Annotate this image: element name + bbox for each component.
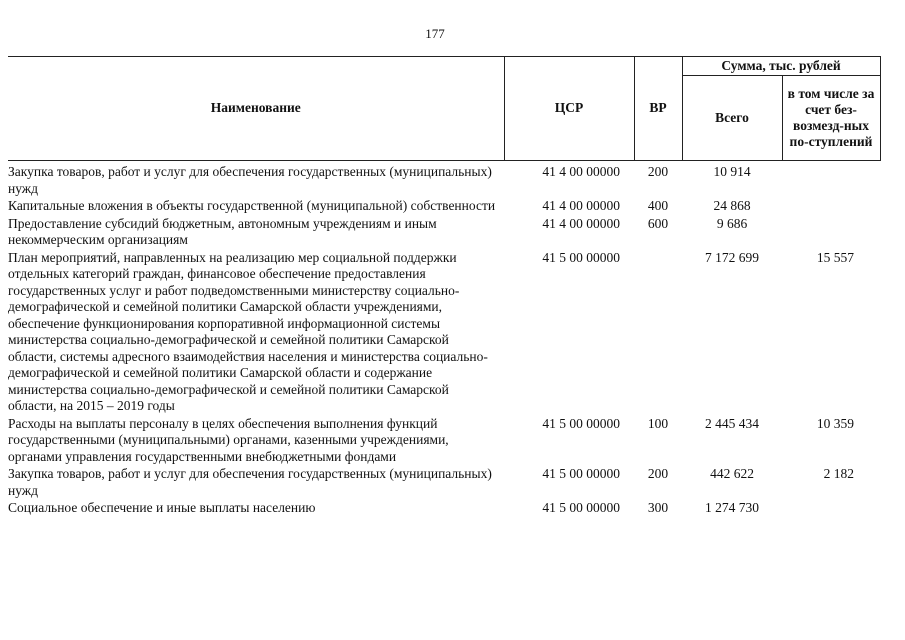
- table-row: [8, 216, 880, 250]
- header-total: Всего: [682, 76, 782, 161]
- cell-free: 2 182: [823, 466, 855, 481]
- page-number: 177: [425, 26, 445, 41]
- header-vr: ВР: [634, 57, 682, 161]
- cell-vr: 600: [647, 215, 669, 231]
- cell-free: 10 359: [816, 415, 855, 431]
- cell-total: 2 445 434: [705, 415, 759, 431]
- cell-name: Закупка товаров, работ и услуг для обеспечения государственных (муниципальных) нужд: [8, 466, 492, 498]
- table-row: [8, 198, 880, 216]
- cell-name: Расходы на выплаты персоналу в целях обеспечения выполнения функций государственными (муниципальными) органами, казенными учреждениями, органами управления государственными внебюджетными фондами: [8, 415, 449, 464]
- cell-vr: 200: [647, 164, 669, 179]
- cell-csr: 41 4 00 00000: [542, 215, 620, 231]
- cell-vr: 100: [647, 415, 669, 431]
- table-row: [8, 416, 880, 467]
- budget-table: [8, 56, 881, 518]
- cell-name: Предоставление субсидий бюджетным, автономным учреждениям и иным некоммерческим организациям: [8, 215, 437, 247]
- table-header: [8, 57, 880, 161]
- cell-csr: 41 5 00 00000: [542, 415, 620, 431]
- cell-name: Закупка товаров, работ и услуг для обеспечения государственных (муниципальных) нужд: [8, 164, 492, 196]
- table-row: [8, 250, 880, 416]
- cell-total: 9 686: [716, 215, 748, 231]
- table-row: [8, 500, 880, 518]
- cell-csr: 41 4 00 00000: [542, 198, 620, 213]
- table-body: [8, 161, 880, 518]
- cell-csr: 41 5 00 00000: [542, 500, 620, 515]
- cell-vr: 300: [647, 500, 669, 515]
- cell-total: 1 274 730: [705, 500, 759, 515]
- cell-name: План мероприятий, направленных на реализацию мер социальной поддержки отдельных категорий граждан, финансовое обеспечение предоставления государственных услуг и работ подведомственными министерству социально-демографической и семейной политики Самарской области учреждениями, обеспечение функционирования корпоративной информационной системы министерства социально-демографической и семейной политики Самарской области, системы адресного взаимодействия населения и министерства социально-демографической и семейной политики Самарской области и содержание министерства социально-демографической и семейной политики Самарской области, на 2015 – 2019 годы: [8, 249, 488, 413]
- cell-free: 15 557: [816, 249, 855, 265]
- table-row: [8, 466, 880, 500]
- cell-free: [782, 216, 880, 250]
- cell-vr: [634, 250, 682, 416]
- cell-total: 7 172 699: [705, 249, 759, 265]
- cell-vr: 200: [647, 466, 669, 481]
- header-name: Наименование: [8, 57, 504, 161]
- cell-vr: 400: [647, 198, 669, 213]
- cell-csr: 41 4 00 00000: [542, 164, 620, 179]
- cell-total: 442 622: [710, 466, 754, 481]
- cell-csr: 41 5 00 00000: [542, 249, 620, 265]
- header-sum-group: Сумма, тыс. рублей: [682, 57, 880, 76]
- table-row: [8, 161, 880, 199]
- cell-total: 24 868: [713, 198, 751, 213]
- cell-name: Капитальные вложения в объекты государственной (муниципальной) собственности: [8, 198, 496, 213]
- cell-free: [782, 500, 880, 518]
- header-csr: ЦСР: [504, 57, 634, 161]
- cell-free: [782, 161, 880, 199]
- cell-csr: 41 5 00 00000: [542, 466, 620, 481]
- cell-name: Социальное обеспечение и иные выплаты населению: [8, 500, 316, 515]
- cell-free: [782, 198, 880, 216]
- cell-total: 10 914: [713, 164, 751, 179]
- header-free-receipts: в том числе за счет без-возмезд-ных по-ступлений: [782, 76, 880, 161]
